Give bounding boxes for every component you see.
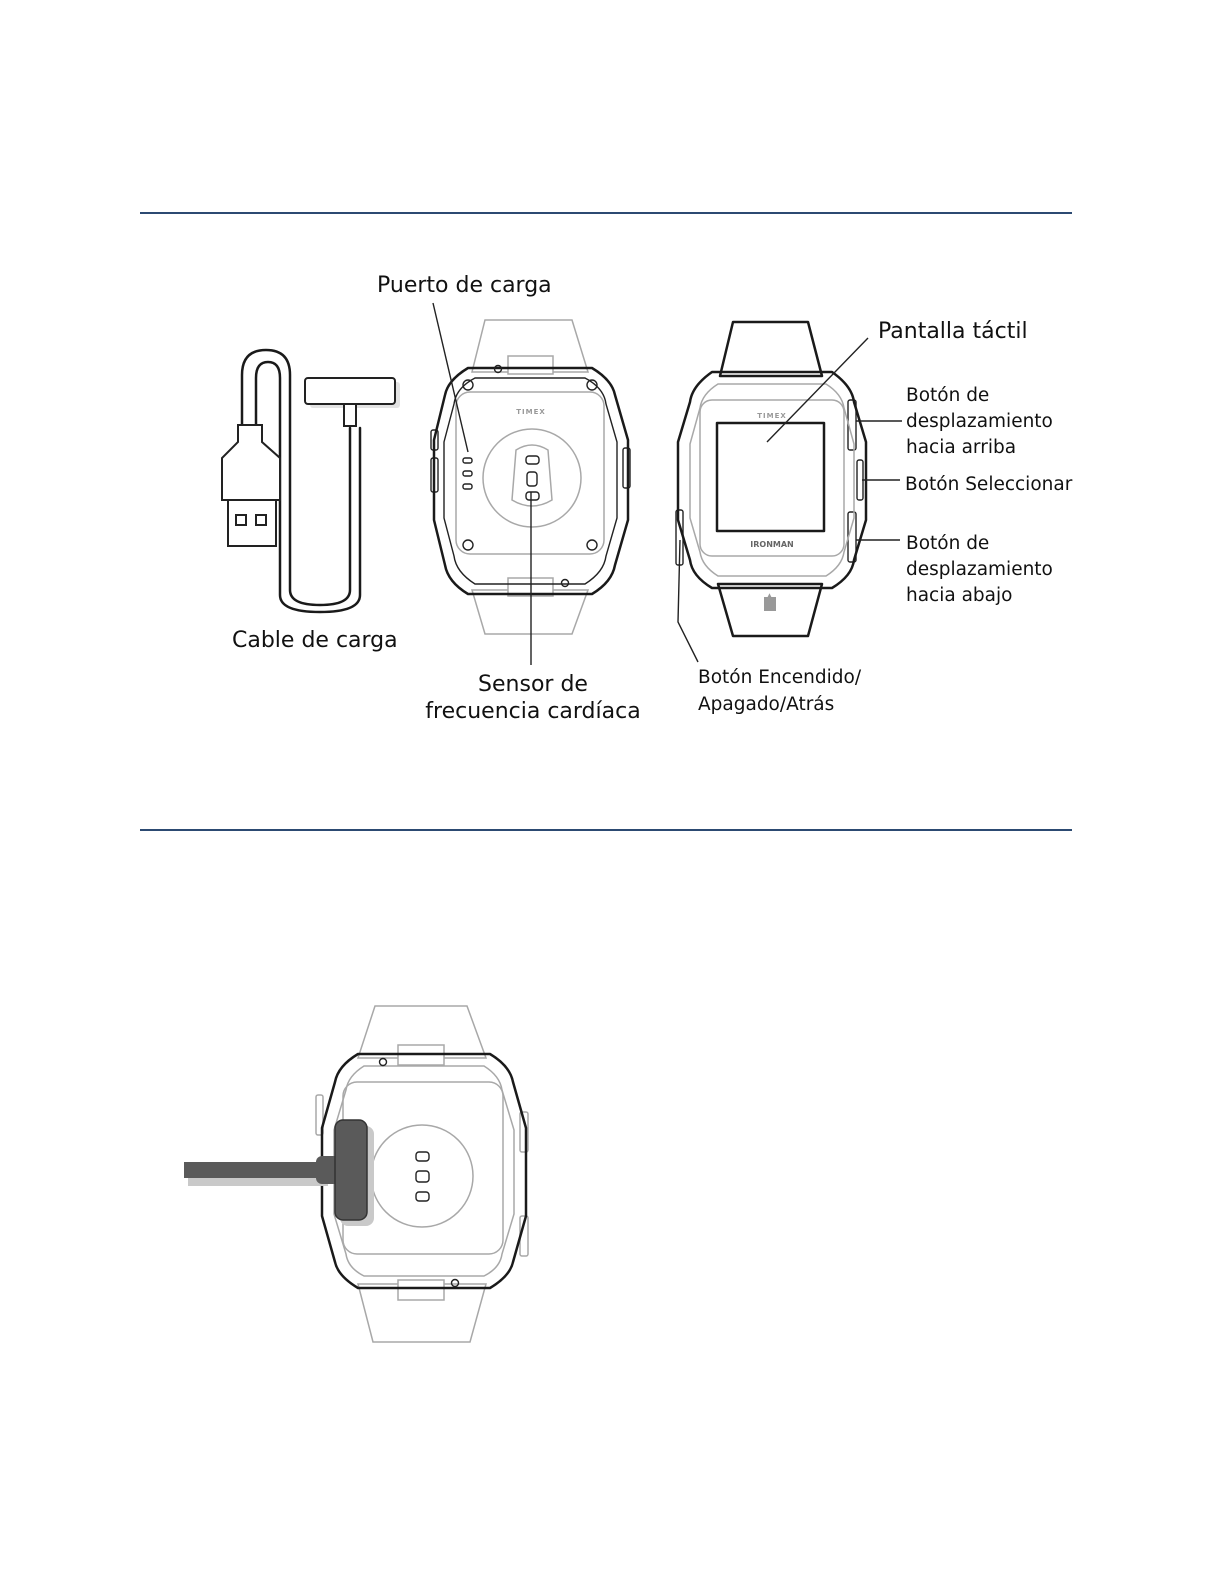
ironman-logo-text: IRONMAN xyxy=(750,540,794,549)
label-hr-sensor-line2: frecuencia cardíaca xyxy=(425,699,641,724)
label-scroll-down-line1: Botón de xyxy=(906,533,990,554)
callout-lines xyxy=(433,303,902,665)
label-scroll-up-line2: desplazamiento xyxy=(906,411,1053,432)
charging-cable-illustration xyxy=(222,350,400,612)
label-scroll-down-line3: hacia abajo xyxy=(906,585,1013,606)
label-scroll-up-line3: hacia arriba xyxy=(906,437,1017,458)
label-scroll-up-line1: Botón de xyxy=(906,385,990,406)
diagram-labels xyxy=(232,273,1073,724)
label-charging-cable: Cable de carga xyxy=(232,628,398,653)
label-touchscreen: Pantalla táctil xyxy=(878,319,1028,344)
ironman-logo-icon xyxy=(764,597,776,611)
label-charging-port: Puerto de carga xyxy=(377,273,552,298)
label-power-line2: Apagado/Atrás xyxy=(698,694,835,715)
label-scroll-down-line2: desplazamiento xyxy=(906,559,1053,580)
brand-back-text: TIMEX xyxy=(516,408,546,416)
label-select-button: Botón Seleccionar xyxy=(905,474,1073,495)
brand-front-text: TIMEX xyxy=(757,412,787,420)
label-hr-sensor-line1: Sensor de xyxy=(478,672,588,697)
charging-illustration xyxy=(184,1006,528,1342)
label-power-line1: Botón Encendido/ xyxy=(698,667,862,688)
